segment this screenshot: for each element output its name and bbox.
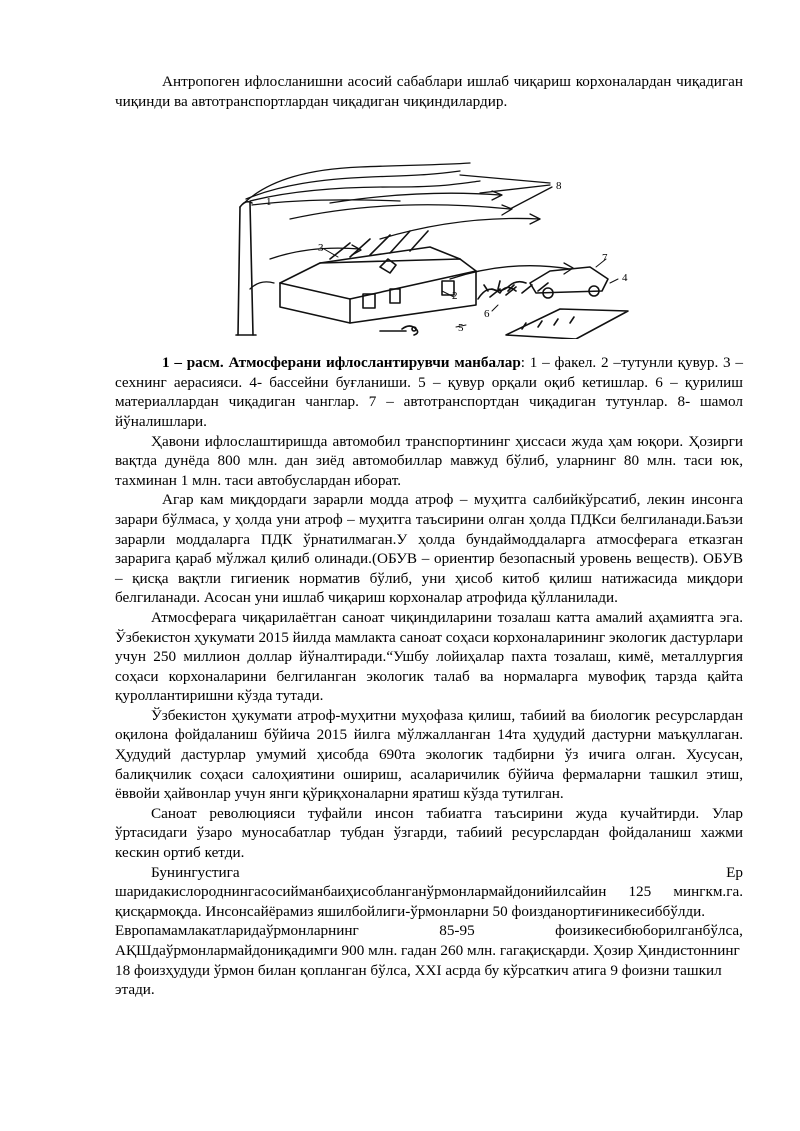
label-5: 5 bbox=[458, 322, 464, 335]
vehicle-drawing bbox=[492, 267, 608, 298]
p6-europe-a: Европамамлакатларидаўрмонларнинг bbox=[115, 922, 359, 940]
document-page bbox=[115, 72, 743, 1000]
paragraph-6-body: шаридакислороднингасосийманбаиҳисобланганўрмонлармайдонийилсайин 125 мингкм.га. қисқармоқда. Инсонсайёрамиз яшилбойлиги-ўрмонларни 50 фоизданортиғиникесиббўлди. bbox=[115, 883, 743, 920]
chimney-drawing bbox=[236, 202, 256, 335]
p6-end: Ер bbox=[726, 863, 743, 881]
label-2: 2 bbox=[452, 290, 458, 303]
paragraph-6-end: АҚШдаўрмонлармайдониқадимги 900 млн. гадан 260 млн. гагақисқарди. Ҳозир Ҳиндистоннинг 18 фоизҳудуди ўрмон билан қопланган бўлса, ХХI асрда бу кўрсаткич атига 9 фоизни ташкил этади. bbox=[115, 942, 740, 999]
label-7: 7 bbox=[602, 252, 608, 265]
paragraph-3: Атмосферага чиқарилаётган саноат чиқиндиларини тозалаш катта амалий аҳамиятга эга. Ўзбекистон ҳукумати 2015 йилда мамлакта саноат соҳаси корхоналарининг экологик дастурлари учун 250 миллион доллар йўналтиради.“Ушбу лойиҳалар пахта тозалаш, кимё, металлургия соҳаси корхоналарини белгиланган экологик талаб ва нормаларга мувофиқ тарзда қайта қуроллантиришни кўзда тутади. bbox=[115, 608, 743, 705]
paragraph-6-line-europe bbox=[115, 921, 743, 941]
pipe-outflow-drawing bbox=[380, 326, 418, 335]
label-8: 8 bbox=[556, 180, 562, 193]
paragraph-1: Ҳавони ифлослаштиришда автомобил транспортининг ҳиссаси жуда ҳам юқори. Ҳозирги вақтда дунёда 800 млн. дан зиёд автомобиллар мавжуд бўлиб, уларнинг 80 млн. таси юк, тахминан 1 млн. таси автобуслардан иборат. bbox=[115, 432, 743, 489]
factory-building-drawing bbox=[280, 231, 476, 323]
construction-dust-drawing bbox=[478, 281, 516, 299]
figure-caption bbox=[115, 353, 743, 431]
p6-europe-c: фоизикесибюборилганбўлса, bbox=[555, 922, 743, 940]
p6-europe-b: 85-95 bbox=[439, 922, 475, 940]
label-6: 6 bbox=[484, 308, 490, 321]
p6-start: Бунингустига bbox=[151, 863, 240, 881]
caption-text: : 1 – факел. 2 –тутунли қувур. 3 – сехнинг аерасияси. 4- бассейни буғланиши. 5 – қувур орқали оқиб кетишлар. 6 – қурилиш материаллардан чиқадиган чанглар. 7 – автотранспортдан чиқадиган тутунлар. 8- шамол йўналишлари. bbox=[115, 354, 743, 430]
paragraph-2: Агар кам миқдордаги зарарли модда атроф – муҳитга салбийкўрсатиб, лекин инсонга зарари бўлмаса, у ҳолда уни атроф – муҳитга таъсирини олган ҳолда ПДКси белгиланади.Баъзи зарарли моддаларга ПДК ўрнатилмаган.У ҳолда бундаймоддаларга атмосферага етказган зарарига қараб мўлжал қилиб олинади.(ОБУВ – ориентир безопасный уровень веществ). ОБУВ – қисқа вақтли гигиеник норматив бўлиб, уни ҳисоб китоб қилиш натижасида миқдори белгиланади. Асосан уни ишлаб чиқариш корхоналар атрофида қўлланилади. bbox=[115, 491, 743, 607]
label-3: 3 bbox=[318, 242, 324, 255]
caption-title: 1 – расм. Атмосферани ифлослантирувчи манбалар bbox=[162, 354, 521, 372]
evaporation-basin-drawing bbox=[490, 283, 628, 339]
label-1: 1 bbox=[266, 196, 272, 209]
label-4: 4 bbox=[622, 272, 628, 285]
pollution-diagram bbox=[230, 159, 662, 339]
paragraph-4: Ўзбекистон ҳукумати атроф-муҳитни муҳофаза қилиш, табиий ва биологик ресурслардан оқилона фойдаланиш бўйича 2015 йилга мўлжалланган 14та ҳудудий дастурни маъқуллаган. Ҳудудий дастурлар умумий ҳисобда 690та экологик тадбирни ўз ичига олган. Хусусан, балиқчилик соҳаси салоҳиятини ошириш, асаларичилик бўйича фермаларни ташкил этиш, ёввойи ҳайвонлар учун янги қўриқхоналарни яратиш кўзда тутилган. bbox=[115, 706, 743, 803]
paragraph-6-line-1 bbox=[115, 863, 743, 883]
paragraph-5: Саноат революцияси туфайли инсон табиатга таъсирини жуда кучайтирди. Улар ўртасидаги ўзаро муносабатлар тубдан ўзгарди, табиий ресурслардан фойдаланиш хажми кескин ортиб кетди. bbox=[115, 804, 743, 862]
pollution-sources-figure bbox=[115, 159, 743, 339]
intro-paragraph: Антропоген ифлосланишни асосий сабаблари ишлаб чиқариш корхоналардан чиқадиган чиқинди ва автотранспортлардан чиқадиган чиқиндилардир. bbox=[115, 73, 743, 110]
